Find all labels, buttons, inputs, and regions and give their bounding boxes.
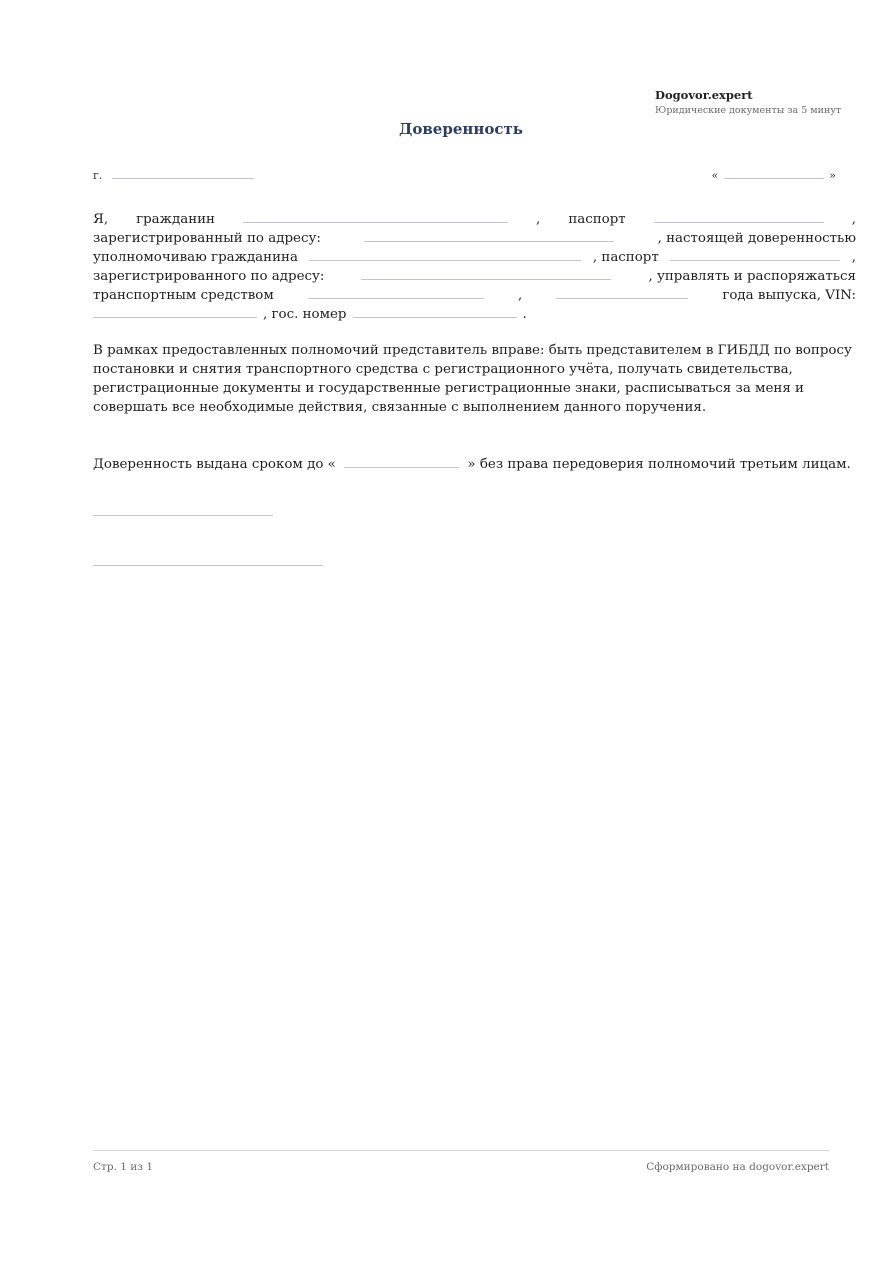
text-fragment: , <box>851 212 856 227</box>
vehicle-model-blank[interactable] <box>308 286 484 299</box>
principal-passport-blank[interactable] <box>654 210 824 223</box>
text-fragment: , настоящей доверенностью <box>657 231 856 246</box>
text-fragment: , <box>851 250 856 265</box>
text-fragment: . <box>522 307 527 322</box>
text-fragment: транспортным средством <box>93 288 274 303</box>
term-text-after: » без права передоверия полномочий третьим лицам. <box>467 457 851 472</box>
text-line <box>93 210 856 229</box>
text-line <box>93 248 856 267</box>
term-text-before: Доверенность выдана сроком до « <box>93 457 336 472</box>
city-prefix: г. <box>93 169 103 182</box>
text-fragment: , управлять и распоряжаться <box>648 269 856 284</box>
term-date-blank[interactable] <box>344 455 459 468</box>
date-quote-close: » <box>829 169 836 182</box>
rights-paragraph: В рамках предоставленных полномочий представитель вправе: быть представителем в ГИБДД по вопросу постановки и снятия транспортного средства с регистрационного учёта, получать свидетельства, регистрационные документы и государственные регистрационные знаки, расписываться за меня и совершать все необходимые действия, связанные с выполнением данного поручения. <box>93 343 852 415</box>
footer-generated: Сформировано на dogovor.expert <box>646 1161 829 1173</box>
text-fragment: , <box>536 212 541 227</box>
text-fragment: уполномочиваю гражданина <box>93 250 298 265</box>
representative-name-blank[interactable] <box>309 248 581 261</box>
text-line <box>93 286 856 305</box>
page-number: Стр. 1 из 1 <box>93 1161 154 1173</box>
brand-tagline: Юридические документы за 5 минут <box>655 105 842 116</box>
document-title: Доверенность <box>399 120 523 138</box>
vehicle-year-blank[interactable] <box>556 286 688 299</box>
signature-line[interactable] <box>93 515 273 516</box>
text-line <box>93 305 856 324</box>
text-fragment: года выпуска, VIN: <box>722 288 856 303</box>
text-fragment: зарегистрированный по адресу: <box>93 231 321 246</box>
text-fragment: паспорт <box>568 212 626 227</box>
city-blank[interactable] <box>112 166 254 179</box>
term-paragraph <box>93 455 883 474</box>
representative-address-blank[interactable] <box>361 267 611 280</box>
signature-name-line[interactable] <box>93 565 323 566</box>
date-field <box>712 166 836 182</box>
brand-block <box>655 88 855 118</box>
plate-number-blank[interactable] <box>353 305 517 318</box>
text-fragment: зарегистрированного по адресу: <box>93 269 325 284</box>
city-field <box>93 166 254 182</box>
text-fragment: , <box>517 288 523 303</box>
principal-address-blank[interactable] <box>364 229 614 242</box>
principal-paragraph <box>93 210 856 324</box>
footer-divider <box>93 1150 829 1151</box>
brand-name: Dogovor.expert <box>655 88 753 102</box>
date-blank[interactable] <box>724 166 824 179</box>
date-quote-open: « <box>711 169 719 182</box>
text-fragment: гражданин <box>136 212 215 227</box>
text-fragment: , паспорт <box>592 250 659 265</box>
text-fragment: , гос. номер <box>263 307 347 322</box>
text-fragment: Я, <box>93 212 109 227</box>
representative-passport-blank[interactable] <box>670 248 840 261</box>
principal-name-blank[interactable] <box>243 210 508 223</box>
text-line <box>93 267 856 286</box>
vin-blank[interactable] <box>93 305 257 318</box>
text-line <box>93 229 856 248</box>
